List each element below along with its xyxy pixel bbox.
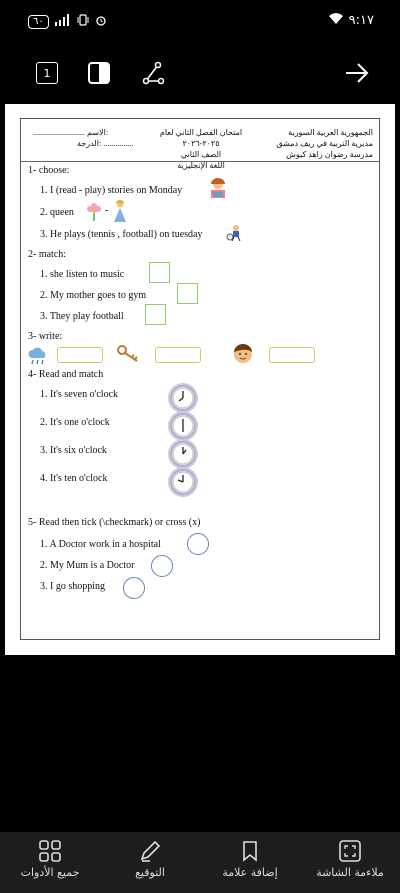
question-item: 1. It's seven o'clock <box>40 389 119 400</box>
princess-image <box>113 199 127 223</box>
page-number: 1 <box>36 62 58 84</box>
rain-cloud-image <box>27 347 49 367</box>
share-icon <box>141 61 165 85</box>
match-answer-box[interactable] <box>177 283 198 304</box>
section-title: 3- write: <box>28 331 63 342</box>
pen-icon <box>139 840 161 862</box>
question-item: 1. she listen to music <box>40 269 125 280</box>
share-button[interactable] <box>138 58 168 88</box>
write-answer-box[interactable] <box>269 347 315 363</box>
page-number-button[interactable] <box>32 58 62 88</box>
header-grade: الصف الثاني <box>180 150 222 159</box>
section-title: 1- choose: <box>28 165 70 176</box>
question-item: 4. It's ten o'clock <box>40 473 108 484</box>
queen-dash: - <box>105 205 109 216</box>
status-left <box>28 14 107 30</box>
write-answer-box[interactable] <box>155 347 201 363</box>
header-center <box>141 127 261 171</box>
section-title: 4- Read and match <box>28 369 104 380</box>
bottom-action-bar <box>0 832 400 893</box>
add-bookmark-label: إضافة علامة <box>222 866 278 879</box>
vibrate-icon <box>77 14 89 30</box>
wifi-icon <box>329 13 343 28</box>
header-subject: اللغة الإنجليزية <box>177 161 225 170</box>
fit-screen-icon <box>339 840 361 862</box>
question-item: 2. It's one o'clock <box>40 417 110 428</box>
reading-mode-button[interactable] <box>84 58 114 88</box>
battery-indicator: ٦٠ <box>28 15 49 29</box>
boy-face-image <box>231 341 255 365</box>
section-title: 5- Read then tick (\checkmark) or cross (x) <box>28 517 201 528</box>
exam-header <box>21 119 379 170</box>
write-answer-box[interactable] <box>57 347 103 363</box>
alarm-icon <box>95 14 107 30</box>
tick-cross-circle[interactable] <box>123 577 145 599</box>
question-item: 1. I (read - play) stories on Monday <box>40 185 183 196</box>
question-item: 2. My Mum is a Doctor <box>40 560 135 571</box>
question-item: 1. A Doctor work in a hospital <box>40 539 161 550</box>
clock-image <box>168 467 198 497</box>
clock-image <box>168 411 198 441</box>
match-answer-box[interactable] <box>149 262 170 283</box>
arrow-right-icon <box>344 62 370 84</box>
clock-time: ٩:١٧ <box>348 13 374 28</box>
grid-icon <box>39 840 61 862</box>
clock-image <box>168 383 198 413</box>
forward-button[interactable] <box>342 58 372 88</box>
add-bookmark-button[interactable] <box>200 832 300 893</box>
girl-reading-image <box>207 177 229 199</box>
reading-mode-icon <box>88 62 110 84</box>
question-item: 3. They play football <box>40 311 124 322</box>
header-country: الجمهورية العربية السورية <box>288 128 373 137</box>
header-grade-field: الدرجة: ............... <box>77 139 134 148</box>
question-item: 2. My mother goes to gym <box>40 290 147 301</box>
clock-image <box>168 439 198 469</box>
header-right <box>276 127 373 160</box>
all-tools-label: جميع الأدوات <box>20 866 80 879</box>
header-name-field: .......................... الاسم: <box>33 128 109 137</box>
question-item: 3. I go shopping <box>40 581 105 592</box>
question-item: 2. queen <box>40 207 74 218</box>
tick-cross-circle[interactable] <box>151 555 173 577</box>
status-right <box>329 13 374 28</box>
signature-label: التوقيع <box>135 866 165 879</box>
section-title: 2- match: <box>28 249 67 260</box>
viewer-toolbar <box>0 50 400 96</box>
question-item: 3. He plays (tennis , football) on tuesday <box>40 229 203 240</box>
header-school: مدرسة رضوان زاهد كيوش <box>286 150 373 159</box>
flower-image <box>85 203 103 221</box>
fit-screen-label: ملاءمة الشاشة <box>316 866 384 879</box>
question-item: 3. It's six o'clock <box>40 445 107 456</box>
document-page[interactable] <box>5 104 395 655</box>
all-tools-button[interactable] <box>0 832 100 893</box>
key-image <box>117 345 141 363</box>
fit-screen-button[interactable] <box>300 832 400 893</box>
bookmark-icon <box>239 840 261 862</box>
match-answer-box[interactable] <box>145 304 166 325</box>
header-left <box>33 127 133 149</box>
signal-icon <box>55 14 71 30</box>
boy-playing-image <box>226 223 246 241</box>
header-exam-title: امتحان الفصل الثاني لعام ٢٠٢٥-٢٠٢٦ <box>159 128 243 148</box>
exam-sheet <box>20 118 380 640</box>
status-bar <box>0 0 400 44</box>
tick-cross-circle[interactable] <box>187 533 209 555</box>
header-directorate: مديرية التربية في ريف دمشق <box>276 139 373 148</box>
signature-button[interactable] <box>100 832 200 893</box>
